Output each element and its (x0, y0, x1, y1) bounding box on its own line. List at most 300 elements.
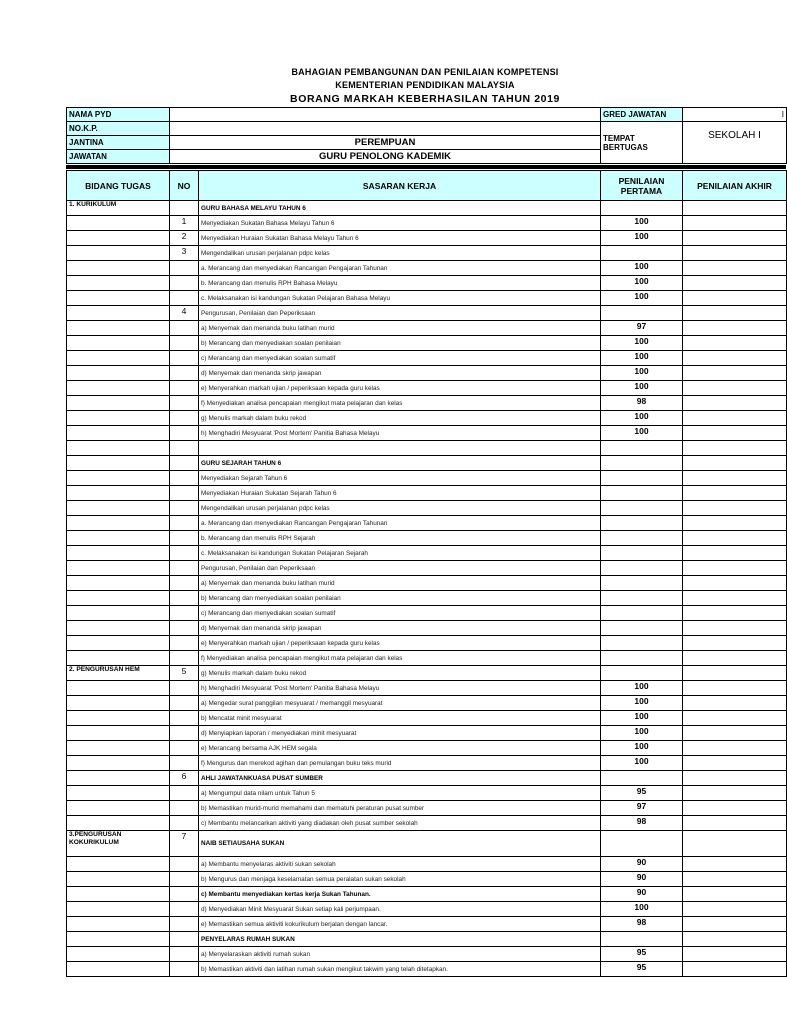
penilaian-pertama-cell[interactable]: 90 (601, 887, 683, 902)
bidang-cell (67, 872, 170, 887)
bidang-cell (67, 246, 170, 261)
no-cell (170, 872, 199, 887)
table-row (67, 456, 787, 471)
bidang-cell (67, 932, 170, 947)
table-row (67, 231, 787, 246)
sasaran-cell: d) Menyemak dan menanda skrip jawapan (199, 621, 601, 636)
tempat-bertugas-value[interactable]: SEKOLAH I (683, 122, 787, 164)
table-row (67, 887, 787, 902)
no-cell (170, 321, 199, 336)
table-row (67, 516, 787, 531)
bidang-cell (67, 501, 170, 516)
bidang-cell (67, 726, 170, 741)
bidang-cell (67, 576, 170, 591)
sasaran-cell: f) Mengurus dan merekod agihan dan pemulangan buku teks murid (199, 756, 601, 771)
table-row (67, 246, 787, 261)
penilaian-pertama-cell[interactable]: 90 (601, 857, 683, 872)
penilaian-pertama-cell[interactable] (601, 516, 683, 531)
penilaian-pertama-cell[interactable]: 100 (601, 902, 683, 917)
penilaian-akhir-cell[interactable] (683, 651, 787, 666)
penilaian-pertama-cell[interactable]: 98 (601, 816, 683, 831)
penilaian-akhir-cell[interactable] (683, 246, 787, 261)
col-header-pertama: PENILAIAN PERTAMA (601, 171, 683, 201)
sasaran-cell: Menyediakan Sukatan Bahasa Melayu Tahun 6 (199, 216, 601, 231)
no-cell (170, 516, 199, 531)
penilaian-pertama-cell[interactable] (601, 576, 683, 591)
penilaian-akhir-cell[interactable] (683, 231, 787, 246)
table-row (67, 857, 787, 872)
penilaian-pertama-cell[interactable]: 100 (601, 681, 683, 696)
sasaran-cell: GURU BAHASA MELAYU TAHUN 6 (199, 201, 601, 216)
form-header (200, 66, 650, 106)
bidang-cell (67, 902, 170, 917)
penilaian-akhir-cell[interactable] (683, 366, 787, 381)
penilaian-akhir-cell[interactable] (683, 786, 787, 801)
table-row (67, 201, 787, 216)
table-row (67, 441, 787, 456)
no-cell (170, 261, 199, 276)
penilaian-akhir-cell[interactable] (683, 516, 787, 531)
bidang-cell (67, 947, 170, 962)
penilaian-akhir-cell[interactable] (683, 831, 787, 857)
penilaian-pertama-cell[interactable]: 100 (601, 216, 683, 231)
no-cell (170, 366, 199, 381)
penilaian-pertama-cell[interactable]: 100 (601, 756, 683, 771)
no-cell (170, 351, 199, 366)
no-cell (170, 546, 199, 561)
penilaian-akhir-cell[interactable] (683, 756, 787, 771)
no-cell: 7 (170, 831, 199, 857)
penilaian-akhir-cell[interactable] (683, 201, 787, 216)
no-cell (170, 741, 199, 756)
table-row (67, 947, 787, 962)
penilaian-pertama-cell[interactable] (601, 531, 683, 546)
penilaian-pertama-cell[interactable] (601, 771, 683, 786)
no-cell (170, 276, 199, 291)
penilaian-pertama-cell[interactable] (601, 246, 683, 261)
penilaian-akhir-cell[interactable] (683, 456, 787, 471)
table-row (67, 531, 787, 546)
no-cell (170, 887, 199, 902)
penilaian-akhir-cell[interactable] (683, 902, 787, 917)
no-cell (170, 381, 199, 396)
sasaran-cell: c) Merancang dan menyediakan soalan sumatif (199, 351, 601, 366)
table-row (67, 726, 787, 741)
table-row (67, 621, 787, 636)
no-cell (170, 621, 199, 636)
penilaian-akhir-cell[interactable] (683, 426, 787, 441)
penilaian-pertama-cell[interactable]: 100 (601, 261, 683, 276)
header-line-1: BAHAGIAN PEMBANGUNAN DAN PENILAIAN KOMPETENSI (291, 67, 559, 77)
penilaian-pertama-cell[interactable]: 98 (601, 917, 683, 932)
penilaian-pertama-cell[interactable] (601, 441, 683, 456)
no-cell (170, 756, 199, 771)
bidang-cell (67, 591, 170, 606)
table-row (67, 872, 787, 887)
penilaian-pertama-cell[interactable] (601, 932, 683, 947)
sasaran-cell: d) Menyemak dan menanda skrip jawapan (199, 366, 601, 381)
bidang-cell (67, 366, 170, 381)
sasaran-cell: a) Menyemak dan menanda buku latihan murid (199, 321, 601, 336)
penilaian-pertama-cell[interactable] (601, 486, 683, 501)
penilaian-akhir-cell[interactable] (683, 411, 787, 426)
table-row (67, 576, 787, 591)
sasaran-cell: a. Merancang dan menyediakan Rancangan Pengajaran Tahunan (199, 261, 601, 276)
jantina-value[interactable]: PEREMPUAN (170, 136, 601, 150)
sasaran-cell: a) Mengumpul data nilam untuk Tahun 5 (199, 786, 601, 801)
sasaran-cell: d) Menyediakan Minit Mesyuarat Sukan setiap kali perjumpaan. (199, 902, 601, 917)
penilaian-akhir-cell[interactable] (683, 336, 787, 351)
bidang-cell (67, 441, 170, 456)
sasaran-cell: Pengurusan, Penilaian dan Peperiksaan (199, 306, 601, 321)
no-cell (170, 636, 199, 651)
table-row (67, 351, 787, 366)
table-row (67, 396, 787, 411)
table-row (67, 786, 787, 801)
bidang-cell (67, 471, 170, 486)
penilaian-akhir-cell[interactable] (683, 726, 787, 741)
penilaian-akhir-cell[interactable] (683, 261, 787, 276)
penilaian-pertama-cell[interactable]: 97 (601, 321, 683, 336)
penilaian-akhir-cell[interactable] (683, 501, 787, 516)
bidang-cell (67, 306, 170, 321)
no-cell (170, 726, 199, 741)
penilaian-pertama-cell[interactable]: 100 (601, 276, 683, 291)
table-row (67, 321, 787, 336)
penilaian-pertama-cell[interactable]: 100 (601, 711, 683, 726)
table-row (67, 606, 787, 621)
penilaian-pertama-cell[interactable]: 100 (601, 231, 683, 246)
sasaran-cell: c) Membantu melancarkan aktiviti yang diadakan oleh pusat sumber sekolah (199, 816, 601, 831)
table-row (67, 366, 787, 381)
sasaran-cell: h) Menghadiri Mesyuarat 'Post Mortem' Panitia Bahasa Melayu (199, 681, 601, 696)
penilaian-akhir-cell[interactable] (683, 947, 787, 962)
bidang-cell (67, 336, 170, 351)
bidang-cell (67, 216, 170, 231)
penilaian-pertama-cell[interactable]: 97 (601, 801, 683, 816)
sasaran-cell: Menyediakan Sejarah Tahun 6 (199, 471, 601, 486)
sasaran-cell: b) Merancang dan menyediakan soalan penilaian (199, 336, 601, 351)
table-row (67, 261, 787, 276)
no-cell: 3 (170, 246, 199, 261)
penilaian-pertama-cell[interactable]: 100 (601, 726, 683, 741)
sasaran-cell: h) Menghadiri Mesyuarat 'Post Mortem' Panitia Bahasa Melayu (199, 426, 601, 441)
penilaian-pertama-cell[interactable]: 100 (601, 366, 683, 381)
bidang-cell (67, 531, 170, 546)
no-cell (170, 962, 199, 977)
penilaian-pertama-cell[interactable] (601, 621, 683, 636)
penilaian-pertama-cell[interactable]: 100 (601, 696, 683, 711)
sasaran-cell: a) Menyelaraskan aktiviti rumah sukan (199, 947, 601, 962)
penilaian-pertama-cell[interactable] (601, 606, 683, 621)
bidang-cell (67, 351, 170, 366)
bidang-cell (67, 681, 170, 696)
section-divider (66, 165, 786, 169)
no-cell (170, 786, 199, 801)
table-row (67, 411, 787, 426)
bidang-cell (67, 546, 170, 561)
penilaian-akhir-cell[interactable] (683, 321, 787, 336)
table-row (67, 501, 787, 516)
penilaian-pertama-cell[interactable] (601, 471, 683, 486)
bidang-cell: 3.PENGURUSAN KOKURIKULUM (67, 831, 170, 857)
bidang-cell (67, 741, 170, 756)
sasaran-cell: Pengurusan, Penilaian dan Peperiksaan (199, 561, 601, 576)
penilaian-pertama-cell[interactable] (601, 201, 683, 216)
bidang-cell (67, 801, 170, 816)
bidang-cell (67, 426, 170, 441)
gred-jawatan-label: GRED JAWATAN (601, 108, 683, 122)
col-header-bidang: BIDANG TUGAS (67, 171, 170, 201)
bidang-cell (67, 381, 170, 396)
no-cell (170, 336, 199, 351)
penilaian-akhir-cell[interactable] (683, 351, 787, 366)
bidang-cell (67, 261, 170, 276)
table-row (67, 216, 787, 231)
penilaian-akhir-cell[interactable] (683, 636, 787, 651)
penilaian-akhir-cell[interactable] (683, 591, 787, 606)
form-title: BORANG MARKAH KEBERHASILAN TAHUN 2019 (290, 93, 560, 105)
penilaian-akhir-cell[interactable] (683, 606, 787, 621)
table-row (67, 666, 787, 681)
table-row (67, 336, 787, 351)
no-cell (170, 531, 199, 546)
table-row (67, 711, 787, 726)
penilaian-akhir-cell[interactable] (683, 291, 787, 306)
sasaran-cell (199, 441, 601, 456)
table-row (67, 902, 787, 917)
nama-pyd-value[interactable] (170, 108, 601, 122)
penilaian-akhir-cell[interactable] (683, 771, 787, 786)
table-row (67, 741, 787, 756)
table-row (67, 561, 787, 576)
bidang-cell (67, 291, 170, 306)
sasaran-cell: a) Membantu menyelaras aktiviti sukan sekolah (199, 857, 601, 872)
no-cell (170, 201, 199, 216)
sasaran-cell: b. Merancang dan menulis RPH Sejarah (199, 531, 601, 546)
bidang-cell (67, 696, 170, 711)
penilaian-pertama-cell[interactable]: 100 (601, 426, 683, 441)
table-row (67, 591, 787, 606)
penilaian-akhir-cell[interactable] (683, 621, 787, 636)
penilaian-akhir-cell[interactable] (683, 887, 787, 902)
penilaian-akhir-cell[interactable] (683, 816, 787, 831)
sasaran-cell: f) Menyediakan analisa pencapaian mengikut mata pelajaran dan kelas (199, 651, 601, 666)
info-table (66, 107, 787, 164)
sasaran-cell: b. Merancang dan menulis RPH Bahasa Melayu (199, 276, 601, 291)
table-row (67, 932, 787, 947)
table-row (67, 276, 787, 291)
sasaran-cell: GURU SEJARAH TAHUN 6 (199, 456, 601, 471)
penilaian-pertama-cell[interactable] (601, 456, 683, 471)
jawatan-label: JAWATAN (67, 150, 170, 164)
penilaian-pertama-cell[interactable]: 100 (601, 741, 683, 756)
jantina-label: JANTINA (67, 136, 170, 150)
penilaian-pertama-cell[interactable] (601, 546, 683, 561)
bidang-cell (67, 857, 170, 872)
sasaran-cell: b) Memastikan aktiviti dan latihan rumah sukan mengikut takwim yang telah ditetapkan. (199, 962, 601, 977)
penilaian-akhir-cell[interactable] (683, 531, 787, 546)
no-cell (170, 947, 199, 962)
sasaran-cell: Menyediakan Huraian Sukatan Sejarah Tahun 6 (199, 486, 601, 501)
bidang-cell (67, 917, 170, 932)
no-cell (170, 456, 199, 471)
no-cell: 6 (170, 771, 199, 786)
no-cell (170, 696, 199, 711)
sasaran-cell: AHLI JAWATANKUASA PUSAT SUMBER (199, 771, 601, 786)
no-cell (170, 917, 199, 932)
bidang-cell (67, 962, 170, 977)
sasaran-cell: NAIB SETIAUSAHA SUKAN (199, 831, 601, 857)
penilaian-akhir-cell[interactable] (683, 576, 787, 591)
penilaian-pertama-cell[interactable] (601, 501, 683, 516)
table-row (67, 636, 787, 651)
penilaian-akhir-cell[interactable] (683, 696, 787, 711)
table-row (67, 962, 787, 977)
table-row (67, 381, 787, 396)
bidang-cell: 2. PENGURUSAN HEM (67, 666, 170, 681)
penilaian-akhir-cell[interactable] (683, 546, 787, 561)
penilaian-akhir-cell[interactable] (683, 471, 787, 486)
bidang-cell (67, 887, 170, 902)
no-cell (170, 932, 199, 947)
penilaian-pertama-cell[interactable] (601, 831, 683, 857)
penilaian-pertama-cell[interactable]: 95 (601, 947, 683, 962)
table-row (67, 696, 787, 711)
sasaran-cell: Mengendalikan urusan perjalanan pdpc kelas (199, 246, 601, 261)
col-header-no: NO (170, 171, 199, 201)
bidang-cell (67, 516, 170, 531)
sasaran-cell: e) Menyerahkan markah ujian / peperiksaan kepada guru kelas (199, 636, 601, 651)
nama-pyd-label: NAMA PYD (67, 108, 170, 122)
bidang-cell (67, 396, 170, 411)
sasaran-cell: a) Menyemak dan menanda buku latihan murid (199, 576, 601, 591)
table-row (67, 816, 787, 831)
sasaran-cell: PENYELARAS RUMAH SUKAN (199, 932, 601, 947)
penilaian-pertama-cell[interactable]: 100 (601, 351, 683, 366)
penilaian-akhir-cell[interactable] (683, 917, 787, 932)
no-cell (170, 711, 199, 726)
penilaian-akhir-cell[interactable] (683, 561, 787, 576)
no-cell (170, 411, 199, 426)
no-cell (170, 576, 199, 591)
no-cell (170, 801, 199, 816)
table-row (67, 681, 787, 696)
no-cell (170, 606, 199, 621)
no-cell (170, 651, 199, 666)
penilaian-akhir-cell[interactable] (683, 711, 787, 726)
bidang-cell (67, 786, 170, 801)
gred-jawatan-value[interactable]: I (683, 108, 787, 122)
penilaian-akhir-cell[interactable] (683, 216, 787, 231)
penilaian-pertama-cell[interactable]: 100 (601, 291, 683, 306)
penilaian-pertama-cell[interactable] (601, 591, 683, 606)
penilaian-akhir-cell[interactable] (683, 441, 787, 456)
sasaran-cell: c) Merancang dan menyediakan soalan sumatif (199, 606, 601, 621)
col-header-sasaran: SASARAN KERJA (199, 171, 601, 201)
sasaran-cell: a. Merancang dan menyediakan Rancangan Pengajaran Tahunan (199, 516, 601, 531)
nokp-value[interactable] (170, 122, 601, 136)
penilaian-pertama-cell[interactable] (601, 636, 683, 651)
penilaian-pertama-cell[interactable]: 95 (601, 962, 683, 977)
header-line-2: KEMENTERIAN PENDIDIKAN MALAYSIA (335, 80, 515, 90)
penilaian-akhir-cell[interactable] (683, 681, 787, 696)
no-cell (170, 561, 199, 576)
penilaian-akhir-cell[interactable] (683, 801, 787, 816)
penilaian-akhir-cell[interactable] (683, 932, 787, 947)
table-row (67, 756, 787, 771)
penilaian-akhir-cell[interactable] (683, 276, 787, 291)
penilaian-pertama-cell[interactable]: 100 (601, 411, 683, 426)
penilaian-akhir-cell[interactable] (683, 666, 787, 681)
penilaian-pertama-cell[interactable] (601, 306, 683, 321)
bidang-cell (67, 561, 170, 576)
penilaian-pertama-cell[interactable]: 100 (601, 381, 683, 396)
penilaian-akhir-cell[interactable] (683, 962, 787, 977)
penilaian-akhir-cell[interactable] (683, 396, 787, 411)
table-row (67, 651, 787, 666)
sasaran-cell: d) Menyiapkan laporan / menyediakan minit mesyuarat (199, 726, 601, 741)
markah-table (66, 170, 787, 977)
table-row (67, 917, 787, 932)
bidang-cell (67, 636, 170, 651)
no-cell (170, 471, 199, 486)
penilaian-pertama-cell[interactable]: 95 (601, 786, 683, 801)
no-cell: 1 (170, 216, 199, 231)
sasaran-cell: Menyediakan Huraian Sukatan Bahasa Melayu Tahun 6 (199, 231, 601, 246)
penilaian-pertama-cell[interactable]: 90 (601, 872, 683, 887)
sasaran-cell: b) Memastikan murid-murid memahami dan mematuhi peraturan pusat sumber (199, 801, 601, 816)
bidang-cell (67, 621, 170, 636)
no-cell (170, 501, 199, 516)
sasaran-cell: a) Mengedar surat panggilan mesyuarat / memanggil mesyuarat (199, 696, 601, 711)
bidang-cell (67, 276, 170, 291)
bidang-cell: 1. KURIKULUM (67, 201, 170, 216)
penilaian-pertama-cell[interactable]: 98 (601, 396, 683, 411)
no-cell (170, 816, 199, 831)
bidang-cell (67, 411, 170, 426)
penilaian-akhir-cell[interactable] (683, 486, 787, 501)
sasaran-cell: e) Memastikan semua aktiviti kokurikulum berjalan dengan lancar. (199, 917, 601, 932)
penilaian-akhir-cell[interactable] (683, 872, 787, 887)
no-cell: 4 (170, 306, 199, 321)
penilaian-akhir-cell[interactable] (683, 741, 787, 756)
penilaian-akhir-cell[interactable] (683, 306, 787, 321)
table-row (67, 831, 787, 857)
table-row (67, 771, 787, 786)
bidang-cell (67, 456, 170, 471)
table-row (67, 801, 787, 816)
nokp-label: NO.K.P. (67, 122, 170, 136)
penilaian-pertama-cell[interactable] (601, 651, 683, 666)
penilaian-akhir-cell[interactable] (683, 381, 787, 396)
bidang-cell (67, 486, 170, 501)
col-header-akhir: PENILAIAN AKHIR (683, 171, 787, 201)
penilaian-pertama-cell[interactable] (601, 561, 683, 576)
sasaran-cell: g) Menulis markah dalam buku rekod (199, 411, 601, 426)
no-cell (170, 486, 199, 501)
bidang-cell (67, 771, 170, 786)
sasaran-cell: b) Mengurus dan menjaga keselamatan semua peralatan sukan sekolah (199, 872, 601, 887)
penilaian-akhir-cell[interactable] (683, 857, 787, 872)
sasaran-cell: e) Merancang bersama AJK HEM segala (199, 741, 601, 756)
bidang-cell (67, 816, 170, 831)
jawatan-value[interactable]: GURU PENOLONG KADEMIK (170, 150, 601, 164)
table-row (67, 291, 787, 306)
no-cell (170, 441, 199, 456)
penilaian-pertama-cell[interactable]: 100 (601, 336, 683, 351)
penilaian-pertama-cell[interactable] (601, 666, 683, 681)
